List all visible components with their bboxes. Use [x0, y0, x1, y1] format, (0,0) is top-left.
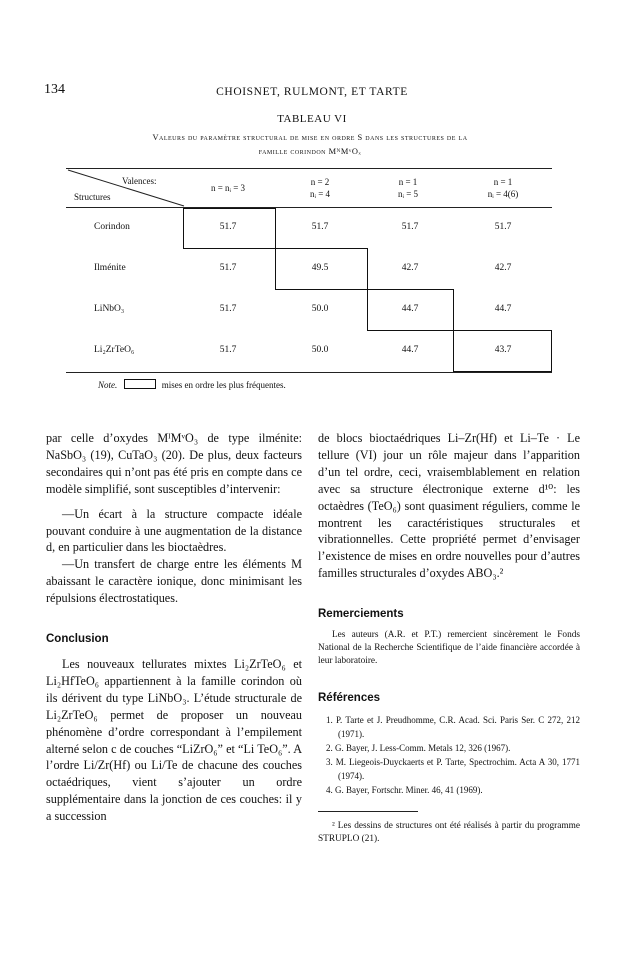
reference-item: 3. M. Liegeois-Duyckaerts et P. Tarte, Spectrochim. Acta A 30, 1771 (1974). — [326, 756, 580, 781]
column-header-3 — [368, 176, 448, 200]
table-cell: 50.0 — [311, 345, 329, 355]
running-head: CHOISNET, RULMONT, ET TARTE — [216, 86, 408, 98]
page-number: 134 — [44, 82, 65, 97]
table-bottom-rule — [66, 372, 552, 373]
table-cell: 51.7 — [494, 222, 512, 232]
conclusion-heading: Conclusion — [46, 633, 109, 646]
table-cell: 42.7 — [494, 263, 512, 273]
references-list — [318, 713, 580, 797]
table-caption — [60, 131, 560, 159]
table-cell: 51.7 — [219, 263, 237, 273]
remerciements-text: Les auteurs (A.R. et P.T.) remercient sincèrement le Fonds National de la Recherche Scientifique de l’aide financière accordée à leur laboratoire. — [318, 630, 580, 667]
left-para-1: par celle d’oxydes MᴵMᵛO₃ de type ilménite: NaSbO₃ (19), CuTaO₃ (20). De plus, deux facteurs secondaires qui n’ont pas été pris en compte dans ce modèle simplifié, sont susceptibles d’intervenir: — [46, 431, 302, 496]
table-caption-line1: Valeurs du paramètre structural de mise en ordre S dans les structures de la — [152, 133, 468, 142]
left-para-2: —Un écart à la structure compacte idéale pouvant conduire à une augmentation de la distance d, en particulier dans les bioctaèdres. — [46, 506, 302, 555]
table-cell: 51.7 — [219, 304, 237, 314]
table-cell: 44.7 — [494, 304, 512, 314]
table-cell: 51.7 — [401, 222, 419, 232]
reference-item: 2. G. Bayer, J. Less-Comm. Metals 12, 326 (1967). — [326, 742, 511, 753]
corner-structures-label: Structures — [74, 192, 111, 202]
table-note — [98, 379, 286, 390]
remerciements-heading: Remerciements — [318, 608, 404, 621]
table-title: TABLEAU VI — [277, 113, 347, 125]
reference-item: 4. G. Bayer, Fortschr. Miner. 46, 41 (1969). — [326, 784, 483, 795]
right-column — [318, 430, 580, 846]
table-cell: 51.7 — [219, 222, 237, 232]
column-header-2 — [280, 176, 360, 200]
left-para-3: —Un transfert de charge entre les éléments M abaissant le caractère ionique, donc minimisant les répulsions électrostatiques. — [46, 557, 302, 606]
row-label-linbo3: LiNbO₃ — [94, 304, 125, 314]
table-cell: 42.7 — [401, 263, 419, 273]
left-column — [46, 430, 302, 825]
note-legend-box — [124, 379, 156, 389]
column-header-2-line1: n = 2 — [310, 177, 330, 187]
table-cell: 49.5 — [311, 263, 329, 273]
row-label-ilmenite: Ilménite — [94, 263, 126, 273]
column-header-4-line1: n = 1 — [493, 177, 513, 187]
reference-item: 1. P. Tarte et J. Preudhomme, C.R. Acad. Sci. Paris Ser. C 272, 212 (1971). — [326, 714, 580, 739]
column-header-3-line1: n = 1 — [398, 177, 418, 187]
column-header-1 — [188, 182, 268, 194]
table-caption-line2: famille corindon MᴺMᵛOₓ — [258, 147, 362, 156]
conclusion-text: Les nouveaux tellurates mixtes Li₂ZrTeO₆ et Li₂HfTeO₆ appartiennent à la famille corindon où ils dérivent du type LiNbO₃. L’étude structurale de Li₂ZrTeO₆ permet de proposer un nouveau phénomène d’ordre correspondant à l’empilement alterné selon c de couches “LiZrO₆” et “Li TeO₆”. A l’ordre Li/Zr(Hf) ou Li/Te de chacune des couches octaédriques, vient s’ajouter un ordre supplémentaire dans la jonction de ces couches: il y a succession — [46, 656, 302, 824]
row-label-corindon: Corindon — [94, 222, 130, 232]
row-label-li2zrteo6: Li₂ZrTeO₆ — [94, 345, 135, 355]
note-text: mises en ordre les plus fréquentes. — [161, 380, 286, 390]
column-header-4 — [458, 176, 548, 200]
column-header-2-line2: nᵢ = 4 — [309, 189, 331, 199]
footnote-rule — [318, 811, 418, 812]
table-cell: 51.7 — [311, 222, 329, 232]
references-heading: Références — [318, 692, 381, 705]
right-para-1: de blocs bioctaédriques Li–Zr(Hf) et Li–Te · Le tellure (VI) jour un rôle majeur dans l’apparition d’un tel ordre, ceci, vraisemblablement en relation avec sa structure électronique externe d¹⁰: les octaèdres (TeO₆) sont quasiment réguliers, comme le montrent les caractéristiques structurales et vibrationnelles. Cette propriété permet d’envisager l’existence de mises en ordre nouvelles pour d’autres familles structurales d’oxydes ABO₃.² — [318, 431, 580, 581]
column-header-1-line1: n = nᵢ = 3 — [210, 183, 246, 193]
footnote-text: ² Les dessins de structures ont été réalisés à partir du programme STRUPLO (21). — [318, 820, 580, 844]
table-cell: 50.0 — [311, 304, 329, 314]
table-cell: 44.7 — [401, 304, 419, 314]
table-cell: 51.7 — [219, 345, 237, 355]
note-label: Note. — [98, 380, 118, 390]
table-cell: 44.7 — [401, 345, 419, 355]
table-cell: 43.7 — [494, 345, 512, 355]
column-header-4-line2: nᵢ = 4(6) — [487, 189, 519, 199]
corner-valences-label: Valences: — [122, 176, 157, 186]
column-header-3-line2: nᵢ = 5 — [397, 189, 419, 199]
